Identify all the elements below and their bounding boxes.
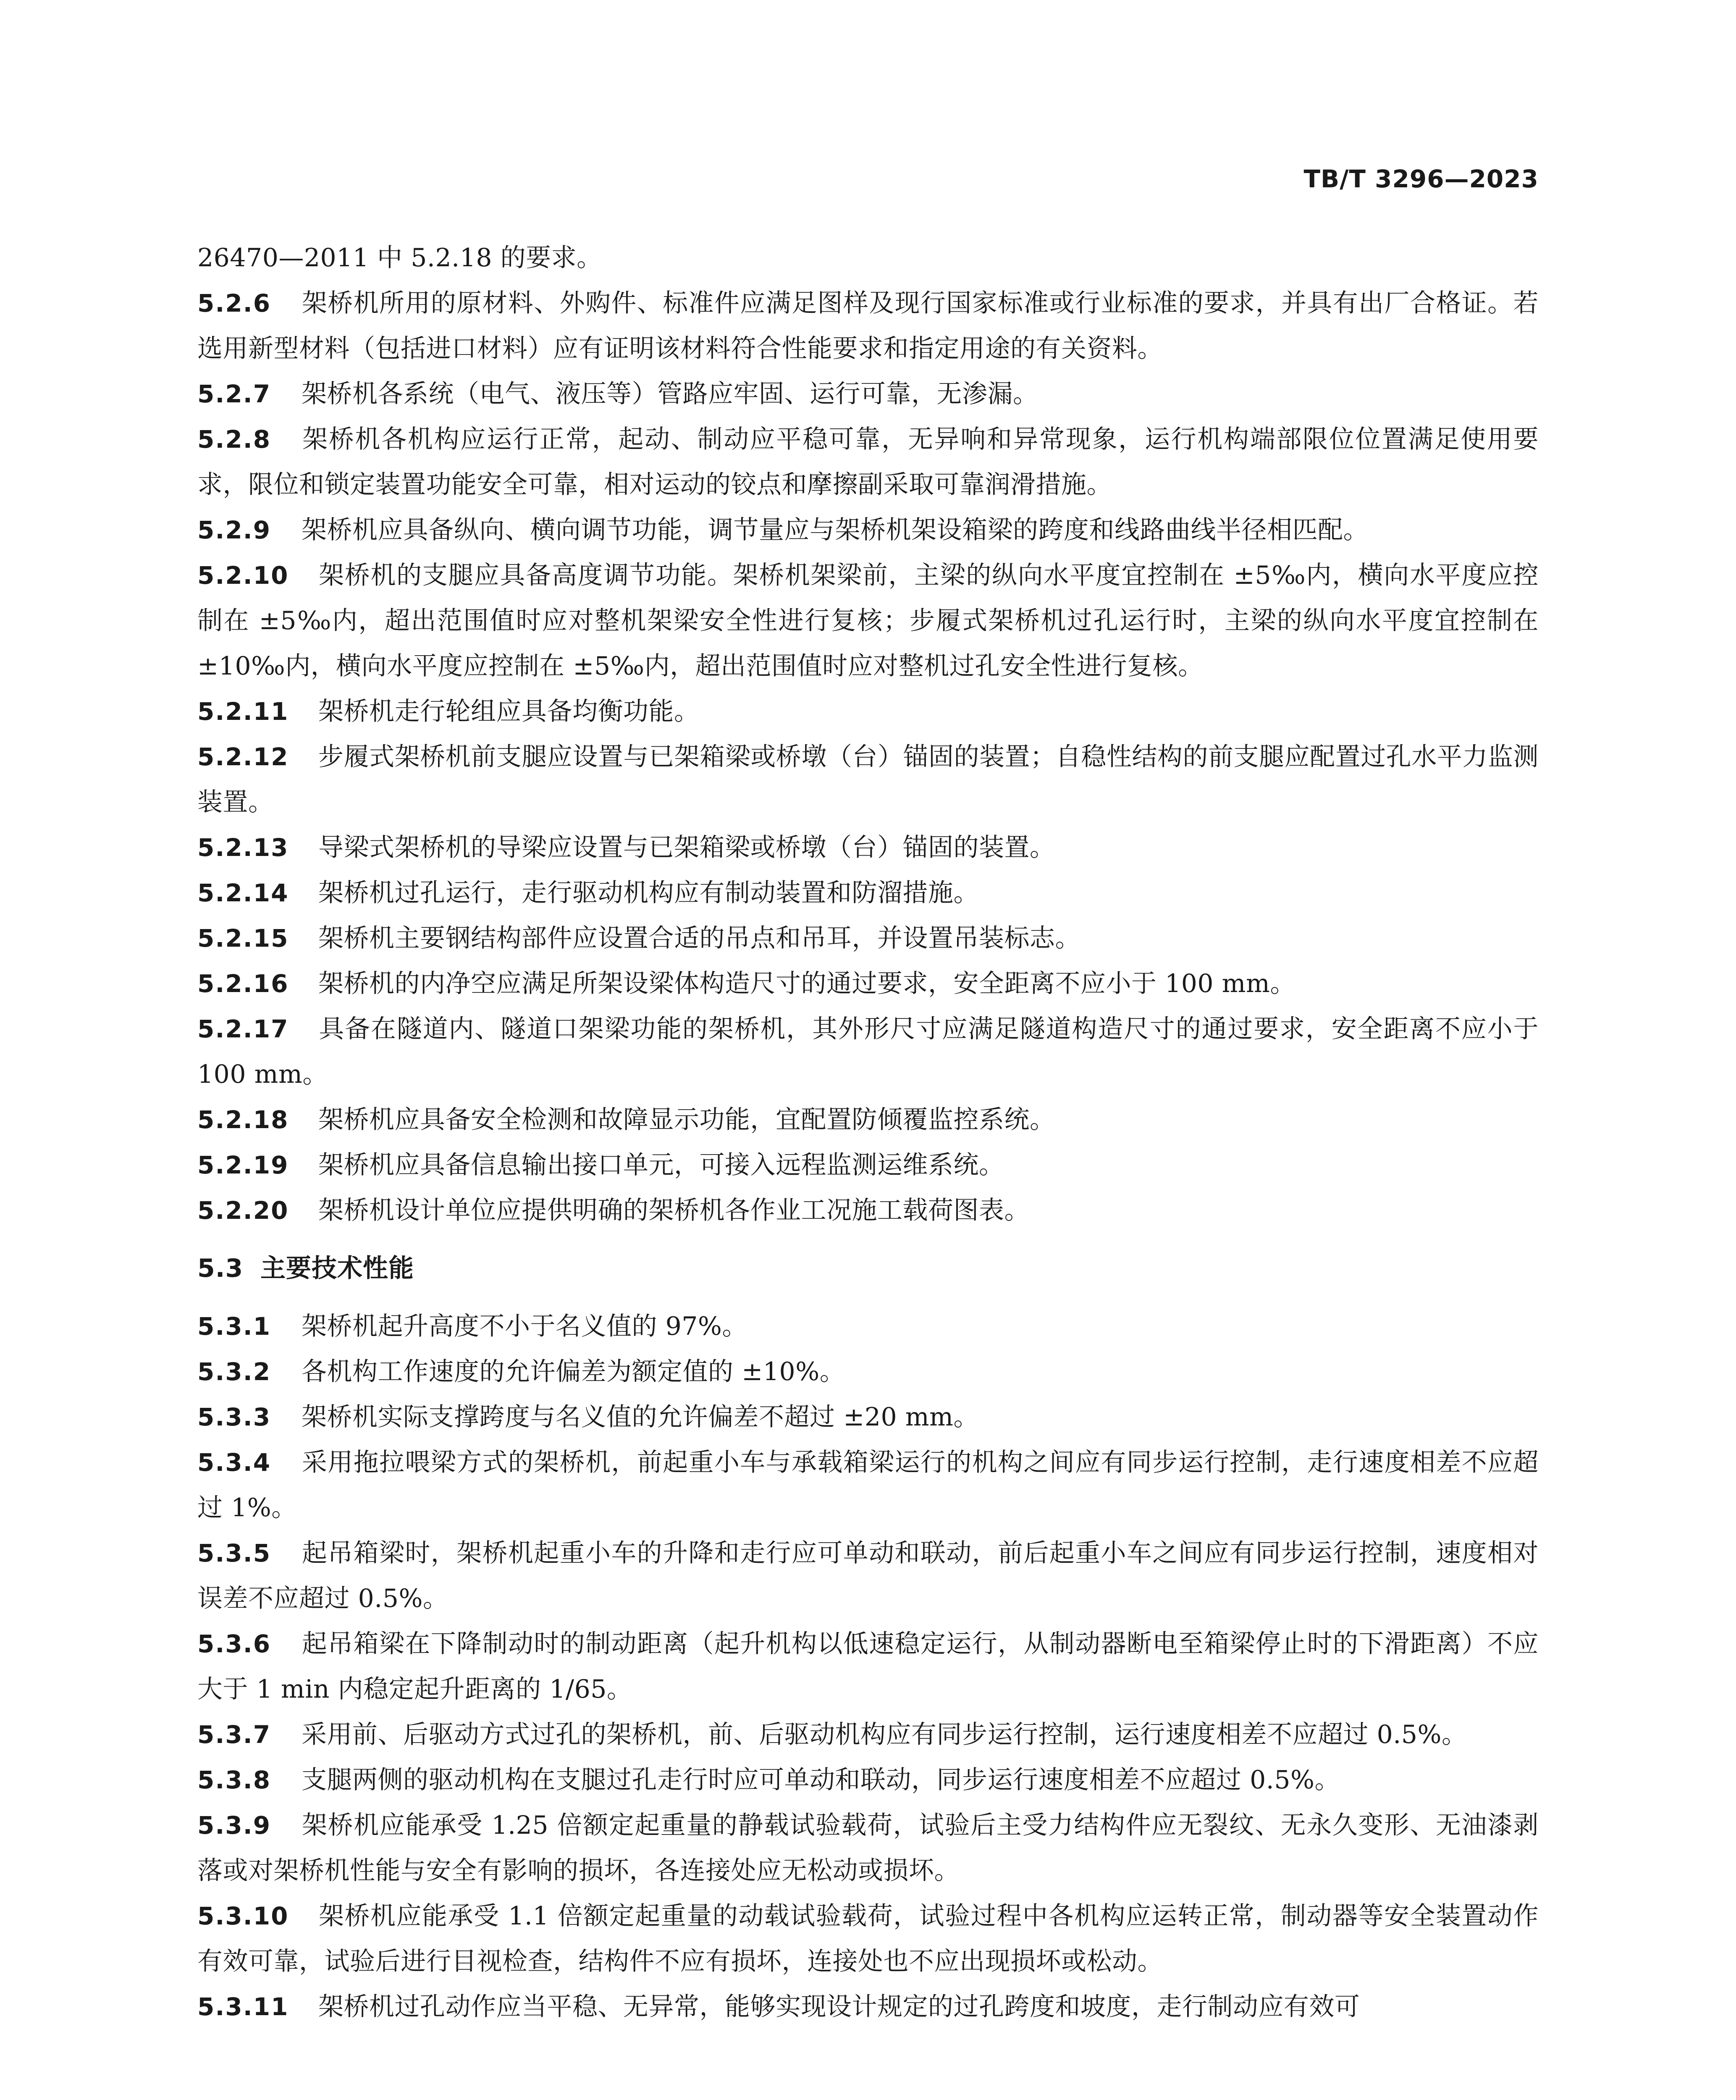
clause-number: 5.3.2 xyxy=(197,1357,271,1386)
clause-paragraph xyxy=(197,1142,1539,1188)
clause-text: 架桥机应具备纵向、横向调节功能，调节量应与架桥机架设箱梁的跨度和线路曲线半径相匹配。 xyxy=(302,515,1369,545)
clause-number: 5.3.5 xyxy=(197,1539,271,1567)
clause-text: 架桥机各系统（电气、液压等）管路应牢固、运行可靠，无渗漏。 xyxy=(302,379,1038,409)
clause-paragraph xyxy=(197,1188,1539,1233)
clause-paragraph xyxy=(197,1006,1539,1097)
clause-text: 架桥机的支腿应具备高度调节功能。架桥机架梁前，主梁的纵向水平度宜控制在 ±5‰内，横向水平度应控制在 ±5‰内，超出范围值时应对整机架梁安全性进行复核；步履式架桥机过孔运行时，主梁的纵向水平度宜控制在 ±10‰内，横向水平度应控制在 ±5‰内，超出范围值时应对整机过孔安全性进行复核。 xyxy=(197,561,1539,681)
clause-number: 5.2.8 xyxy=(197,425,271,454)
clause-text: 架桥机过孔运行，走行驱动机构应有制动装置和防溜措施。 xyxy=(318,878,979,908)
clause-text: 架桥机主要钢结构部件应设置合适的吊点和吊耳，并设置吊装标志。 xyxy=(318,924,1080,953)
clause-number: 5.3.3 xyxy=(197,1403,271,1431)
clause-paragraph xyxy=(197,1621,1539,1712)
clause-paragraph xyxy=(197,1349,1539,1394)
clause-number: 5.2.10 xyxy=(197,561,289,590)
clauses-5-2 xyxy=(197,281,1539,1233)
clause-text: 架桥机应具备安全检测和故障显示功能，宜配置防倾覆监控系统。 xyxy=(318,1105,1055,1134)
clause-number: 5.2.17 xyxy=(197,1015,289,1043)
clause-number: 5.3.6 xyxy=(197,1630,271,1658)
clause-paragraph xyxy=(197,734,1539,825)
section-title: 主要技术性能 xyxy=(260,1254,414,1283)
clause-text: 架桥机过孔动作应当平稳、无异常，能够实现设计规定的过孔跨度和坡度，走行制动应有效可 xyxy=(318,1992,1360,2021)
clause-number: 5.3.9 xyxy=(197,1811,271,1840)
clause-paragraph xyxy=(197,417,1539,507)
clause-text: 架桥机实际支撑跨度与名义值的允许偏差不超过 ±20 mm。 xyxy=(302,1402,979,1432)
clause-text: 起吊箱梁在下降制动时的制动距离（起升机构以低速稳定运行，从制动器断电至箱梁停止时的下滑距离）不应大于 1 min 内稳定起升距离的 1/65。 xyxy=(197,1629,1539,1704)
clauses-5-3 xyxy=(197,1304,1539,2029)
clause-paragraph xyxy=(197,1440,1539,1530)
clause-number: 5.3.11 xyxy=(197,1992,289,2021)
section-heading-5-3 xyxy=(197,1246,1539,1291)
clause-text: 采用拖拉喂梁方式的架桥机，前起重小车与承载箱梁运行的机构之间应有同步运行控制，走行速度相差不应超过 1%。 xyxy=(197,1448,1539,1522)
clause-number: 5.2.14 xyxy=(197,879,289,907)
clause-paragraph xyxy=(197,916,1539,961)
clause-text: 架桥机的内净空应满足所架设梁体构造尺寸的通过要求，安全距离不应小于 100 mm。 xyxy=(318,969,1295,998)
clause-number: 5.3.10 xyxy=(197,1902,289,1930)
section-number: 5.3 xyxy=(197,1254,244,1283)
document-body xyxy=(197,235,1539,2029)
clause-paragraph xyxy=(197,1530,1539,1621)
clause-paragraph xyxy=(197,870,1539,916)
clause-number: 5.2.18 xyxy=(197,1105,289,1134)
clause-paragraph xyxy=(197,371,1539,417)
clause-text: 各机构工作速度的允许偏差为额定值的 ±10%。 xyxy=(302,1357,845,1386)
clause-paragraph xyxy=(197,1757,1539,1803)
clause-paragraph xyxy=(197,961,1539,1006)
clause-number: 5.2.9 xyxy=(197,516,271,544)
clause-paragraph xyxy=(197,1712,1539,1757)
clause-number: 5.3.1 xyxy=(197,1312,271,1341)
clause-text: 架桥机应能承受 1.1 倍额定起重量的动载试验载荷，试验过程中各机构应运转正常，制动器等安全装置动作有效可靠，试验后进行目视检查，结构件不应有损坏，连接处也不应出现损坏或松动。 xyxy=(197,1901,1539,1976)
clause-paragraph xyxy=(197,553,1539,689)
clause-text: 具备在隧道内、隧道口架梁功能的架桥机，其外形尺寸应满足隧道构造尺寸的通过要求，安全距离不应小于 100 mm。 xyxy=(197,1014,1539,1089)
clause-text: 导梁式架桥机的导梁应设置与已架箱梁或桥墩（台）锚固的装置。 xyxy=(318,833,1055,862)
clause-text: 步履式架桥机前支腿应设置与已架箱梁或桥墩（台）锚固的装置；自稳性结构的前支腿应配置过孔水平力监测装置。 xyxy=(197,742,1539,817)
document-code: TB/T 3296—2023 xyxy=(1303,165,1539,193)
clause-number: 5.2.13 xyxy=(197,833,289,862)
clause-text: 起吊箱梁时，架桥机起重小车的升降和走行应可单动和联动，前后起重小车之间应有同步运行控制，速度相对误差不应超过 0.5%。 xyxy=(197,1538,1539,1613)
clause-number: 5.2.11 xyxy=(197,697,289,726)
clause-text: 架桥机走行轮组应具备均衡功能。 xyxy=(318,697,700,726)
clause-text: 采用前、后驱动方式过孔的架桥机，前、后驱动机构应有同步运行控制，运行速度相差不应超过 0.5%。 xyxy=(302,1720,1467,1749)
clause-number: 5.3.7 xyxy=(197,1720,271,1749)
clause-text: 架桥机设计单位应提供明确的架桥机各作业工况施工载荷图表。 xyxy=(318,1196,1030,1225)
clause-number: 5.2.6 xyxy=(197,289,271,318)
clause-number: 5.2.12 xyxy=(197,743,289,771)
clause-paragraph xyxy=(197,1304,1539,1349)
clause-number: 5.2.7 xyxy=(197,380,271,408)
clause-paragraph xyxy=(197,1394,1539,1440)
clause-text: 架桥机起升高度不小于名义值的 97%。 xyxy=(302,1312,747,1341)
clause-paragraph xyxy=(197,1984,1539,2029)
clause-number: 5.2.16 xyxy=(197,969,289,998)
clause-number: 5.3.8 xyxy=(197,1766,271,1794)
clause-text: 架桥机应能承受 1.25 倍额定起重量的静载试验载荷，试验后主受力结构件应无裂纹、无永久变形、无油漆剥落或对架桥机性能与安全有影响的损坏，各连接处应无松动或损坏。 xyxy=(197,1811,1539,1885)
clause-paragraph xyxy=(197,281,1539,371)
clause-text: 支腿两侧的驱动机构在支腿过孔走行时应可单动和联动，同步运行速度相差不应超过 0.5%。 xyxy=(302,1765,1340,1795)
clause-number: 5.2.19 xyxy=(197,1151,289,1179)
clause-number: 5.2.20 xyxy=(197,1196,289,1225)
clause-text: 架桥机应具备信息输出接口单元，可接入远程监测运维系统。 xyxy=(318,1150,1004,1180)
continuation-text: 26470—2011 中 5.2.18 的要求。 xyxy=(197,243,602,273)
clause-paragraph xyxy=(197,689,1539,734)
clause-paragraph xyxy=(197,1893,1539,1984)
clause-paragraph xyxy=(197,1803,1539,1893)
clause-paragraph xyxy=(197,507,1539,553)
clause-paragraph xyxy=(197,825,1539,870)
clause-number: 5.2.15 xyxy=(197,924,289,953)
clause-number: 5.3.4 xyxy=(197,1448,271,1477)
clause-text: 架桥机所用的原材料、外购件、标准件应满足图样及现行国家标准或行业标准的要求，并具有出厂合格证。若选用新型材料（包括进口材料）应有证明该材料符合性能要求和指定用途的有关资料。 xyxy=(197,289,1539,363)
clause-paragraph xyxy=(197,1097,1539,1142)
clause-text: 架桥机各机构应运行正常，起动、制动应平稳可靠，无异响和异常现象，运行机构端部限位位置满足使用要求，限位和锁定装置功能安全可靠，相对运动的铰点和摩擦副采取可靠润滑措施。 xyxy=(197,425,1539,499)
